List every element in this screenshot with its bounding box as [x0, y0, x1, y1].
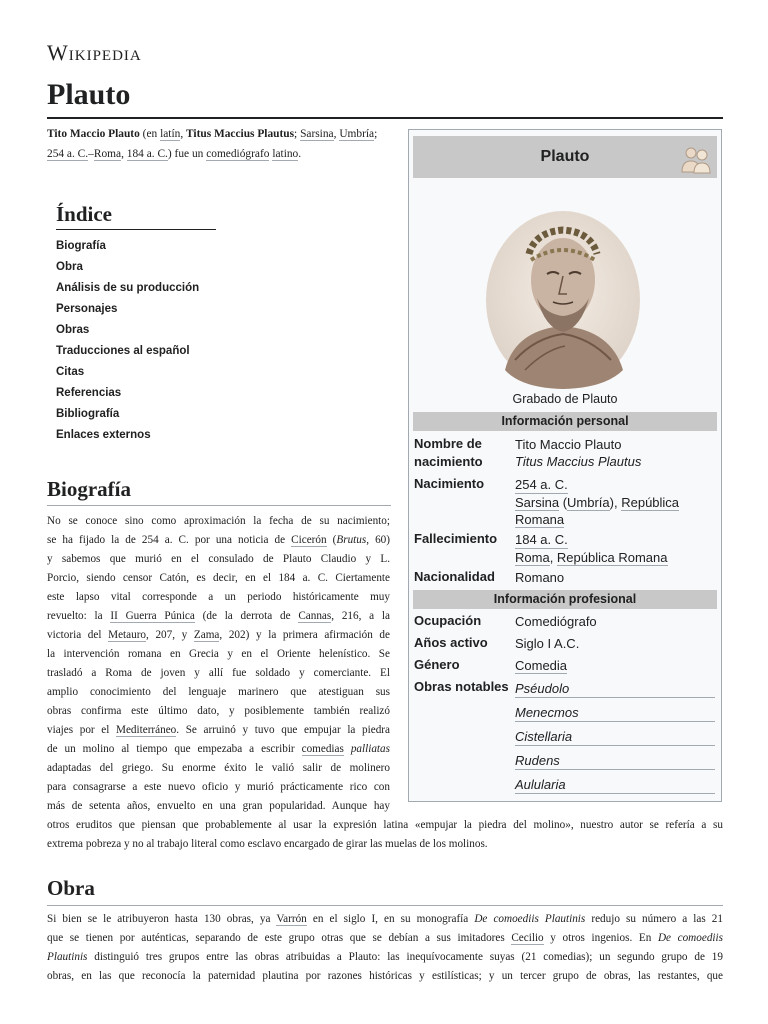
toc-item-citas[interactable]: Citas — [56, 366, 85, 378]
text-run: , — [549, 550, 557, 565]
link-guerra-punica[interactable]: II Guerra Púnica — [110, 610, 195, 622]
text-line: más de setenta años, envuelto en una gran popularidad. Aunque hay — [47, 800, 390, 812]
toc-item-obras[interactable]: Obras — [56, 324, 90, 336]
table-of-contents — [56, 202, 216, 446]
link-nacimiento-fecha[interactable]: 254 a. C. — [515, 477, 568, 492]
lead-text: ; — [374, 128, 378, 140]
text-run: (de la derrota de — [194, 610, 299, 622]
toc-item-traducciones[interactable]: Traducciones al español — [56, 345, 190, 357]
text-run: de un molino al tiempo que empezaba a escribir — [47, 743, 302, 755]
infobox-section-profesional: Información profesional — [413, 590, 717, 609]
link-comedias[interactable]: comedias — [301, 743, 344, 755]
text-run: ( — [326, 534, 337, 546]
text-line: trasladó a Roma de joven y allí fue soldado y comerciante. El — [47, 667, 390, 679]
toc-item-personajes[interactable]: Personajes — [56, 303, 118, 315]
biografia-text — [47, 512, 390, 816]
lead-text: ; — [294, 128, 301, 140]
value-nacimiento — [515, 476, 715, 528]
portrait-engraving[interactable] — [485, 210, 641, 390]
text-run: victoria del — [47, 629, 109, 641]
text-line — [47, 740, 390, 759]
infobox-title: Plauto — [540, 148, 590, 165]
label-ocupacion: Ocupación — [414, 613, 482, 628]
text-run: redujo su número a las 21 — [585, 913, 723, 925]
link-death-year[interactable]: 184 a. C. — [126, 148, 168, 160]
text-italic: De comoediis — [657, 932, 723, 944]
link-work-menecmos[interactable]: Menecmos — [515, 704, 715, 722]
text-line: amplio conocimiento del lenguaje marinero que atestiguan sus — [47, 686, 390, 698]
link-varron[interactable]: Varrón — [276, 913, 307, 925]
toc-item-enlaces[interactable]: Enlaces externos — [56, 429, 151, 441]
link-sarsina[interactable]: Sarsina — [515, 495, 560, 510]
toc-item-obra[interactable]: Obra — [56, 261, 83, 273]
link-latin[interactable]: latín — [160, 128, 181, 140]
text-line: otros eruditos que piensan que probablemente al usar la expresión latina «empujar la piedra del molino», nuestro autor se refería a su — [47, 819, 723, 831]
text-line — [47, 910, 723, 929]
lead-text: . — [298, 148, 302, 160]
toc-item-referencias[interactable]: Referencias — [56, 387, 122, 399]
text-run: Si bien se le atribuyeron hasta 130 obras, ya — [47, 913, 277, 925]
infobox-header — [413, 136, 717, 178]
logo-text: Wikipedia — [47, 40, 142, 65]
lead-paragraph — [47, 124, 392, 164]
text-run: , 207, y — [146, 629, 194, 641]
text-run: en el siglo I, en su monografía — [306, 913, 475, 925]
people-icon — [679, 142, 713, 174]
text-line: Porcio, siendo censor Catón, es decir, en el 184 a. C. Ciertamente — [47, 572, 390, 584]
link-umbria[interactable]: Umbría — [339, 128, 375, 140]
text-run: que se tienen por auténticas, separando de este grupo otras que se debían a sus imitadores — [47, 932, 512, 944]
text-line — [47, 531, 390, 550]
page-title: Plauto — [47, 78, 131, 111]
text-line: obras, en las que reconocía la paternidad plautina por razones históricas y estilísticas; y un tercer grupo de obras, las restantes, que — [47, 970, 723, 982]
link-republica-romana[interactable]: República Romana — [515, 495, 680, 527]
link-fallecimiento-fecha[interactable]: 184 a. C. — [515, 532, 568, 547]
text-run: . Se arruinó y tuvo que empujar la piedra — [176, 724, 390, 736]
link-work-aulularia[interactable]: Aulularia — [515, 776, 715, 794]
lead-text: ) fue un — [167, 148, 207, 160]
value-obras-notables — [515, 680, 715, 800]
label-nombre: Nombre de nacimiento — [414, 436, 483, 469]
label-nacimiento: Nacimiento — [414, 476, 485, 491]
toc-list — [56, 236, 216, 446]
toc-item-biografia[interactable]: Biografía — [56, 240, 106, 252]
text-italic: palliatas — [350, 743, 390, 755]
text-line: extrema pobreza y no al trabajo literal como esclavo encargado de girar las muelas de los molinos. — [47, 838, 488, 850]
nombre-latin-es: Tito Maccio Plauto — [515, 437, 622, 452]
infobox — [408, 129, 722, 802]
section-heading-biografia: Biografía — [47, 477, 131, 501]
section-divider — [47, 505, 391, 506]
link-mediterraneo[interactable]: Mediterráneo — [116, 724, 177, 736]
link-umbria[interactable]: Umbría — [567, 495, 610, 510]
text-run: ), — [609, 495, 622, 510]
link-comedia[interactable]: Comedia — [515, 658, 568, 673]
biografia-text-full — [47, 816, 723, 854]
text-run: se ha fijado la de 254 a. C. por una noticia de — [47, 534, 292, 546]
lead-text: , — [333, 128, 340, 140]
label-anos-activo: Años activo — [414, 635, 488, 650]
link-roma[interactable]: Roma — [515, 550, 550, 565]
value-ocupacion: Comediógrafo — [515, 614, 597, 629]
link-ciceron[interactable]: Cicerón — [291, 534, 327, 546]
link-roma[interactable]: Roma — [93, 148, 122, 160]
label-obras-notables: Obras notables — [414, 679, 509, 694]
link-work-cistellaria[interactable]: Cistellaria — [515, 728, 715, 746]
title-divider — [47, 117, 723, 119]
value-anos-activo: Siglo I A.C. — [515, 636, 580, 651]
lead-latin-name: Titus Maccius Plautus — [186, 128, 295, 140]
text-run: distinguió tres grupos entre las obras atribuidas a Plauto: las inequívocamente suyas (21 comedias); un segundo grupo de 19 — [87, 951, 723, 963]
infobox-section-personal: Información personal — [413, 412, 717, 431]
text-run: y otros ingenios. En — [543, 932, 658, 944]
toc-item-analisis[interactable]: Análisis de su producción — [56, 282, 200, 294]
portrait-caption: Grabado de Plauto — [512, 392, 618, 406]
text-line: y sabemos que murió en el consulado de Plauto Claudio y L. — [47, 553, 390, 565]
text-line — [47, 626, 390, 645]
link-sarsina[interactable]: Sarsina — [300, 128, 334, 140]
text-line: obras confirma este último dato, y posiblemente también realizó — [47, 705, 390, 717]
link-metauro[interactable]: Metauro — [108, 629, 147, 641]
text-line — [47, 929, 723, 948]
text-run: viajes por el — [47, 724, 116, 736]
toc-title: Índice — [56, 202, 216, 230]
lead-name: Tito Maccio Plauto — [47, 128, 140, 140]
link-comediografo[interactable]: comediógrafo — [206, 148, 270, 160]
text-run: revuelto: la — [47, 610, 111, 622]
lead-text: (en — [139, 128, 161, 140]
link-republica-romana[interactable]: República Romana — [556, 550, 668, 565]
label-genero: Género — [414, 657, 460, 672]
text-line — [47, 721, 390, 740]
link-latino[interactable]: latino — [272, 148, 299, 160]
link-cecilio[interactable]: Cecilio — [511, 932, 544, 944]
link-work-pseudolo[interactable]: Pséudolo — [515, 680, 715, 698]
text-line: para consagrarse a este nuevo oficio y murió prácticamente rico con — [47, 781, 390, 793]
text-line — [47, 948, 723, 967]
text-run: , 216, a la — [331, 610, 390, 622]
lead-text: , — [121, 148, 127, 160]
text-line: No se conoce sino como aproximación la fecha de su nacimiento; — [47, 515, 390, 527]
text-run: , 202) y la primera afirmación de — [219, 629, 390, 641]
obra-text — [47, 910, 723, 986]
link-cannas[interactable]: Cannas — [298, 610, 332, 622]
value-nacionalidad: Romano — [515, 570, 565, 585]
text-italic: Plautinis — [47, 951, 88, 963]
link-birth-year[interactable]: 254 a. C. — [47, 148, 89, 160]
toc-item-bibliografia[interactable]: Bibliografía — [56, 408, 120, 420]
text-line: la intervención romana en Grecia y en el Oriente helenístico. Se — [47, 648, 390, 660]
nombre-latin: Titus Maccius Plautus — [515, 454, 642, 469]
link-work-rudens[interactable]: Rudens — [515, 752, 715, 770]
lead-text: – — [88, 148, 94, 160]
value-genero — [515, 657, 715, 674]
wikipedia-logo[interactable] — [47, 40, 142, 66]
text-italic: De comoediis Plautinis — [474, 913, 586, 925]
link-zama[interactable]: Zama — [193, 629, 220, 641]
text-line — [47, 607, 390, 626]
text-run: , 60) — [366, 534, 391, 546]
section-divider — [47, 905, 723, 906]
text-run: ( — [559, 495, 568, 510]
label-fallecimiento: Fallecimiento — [414, 531, 498, 546]
lead-text: , — [180, 128, 187, 140]
value-fallecimiento — [515, 531, 715, 566]
text-line: adaptadas del griego. Su enorme éxito le valió salir de molinero — [47, 762, 390, 774]
text-line: este lapso vital corresponde a un periodo históricamente muy — [47, 591, 390, 603]
value-nombre — [515, 436, 715, 470]
text-italic: Brutus — [336, 534, 367, 546]
section-heading-obra: Obra — [47, 876, 95, 900]
label-nacionalidad: Nacionalidad — [414, 569, 495, 584]
